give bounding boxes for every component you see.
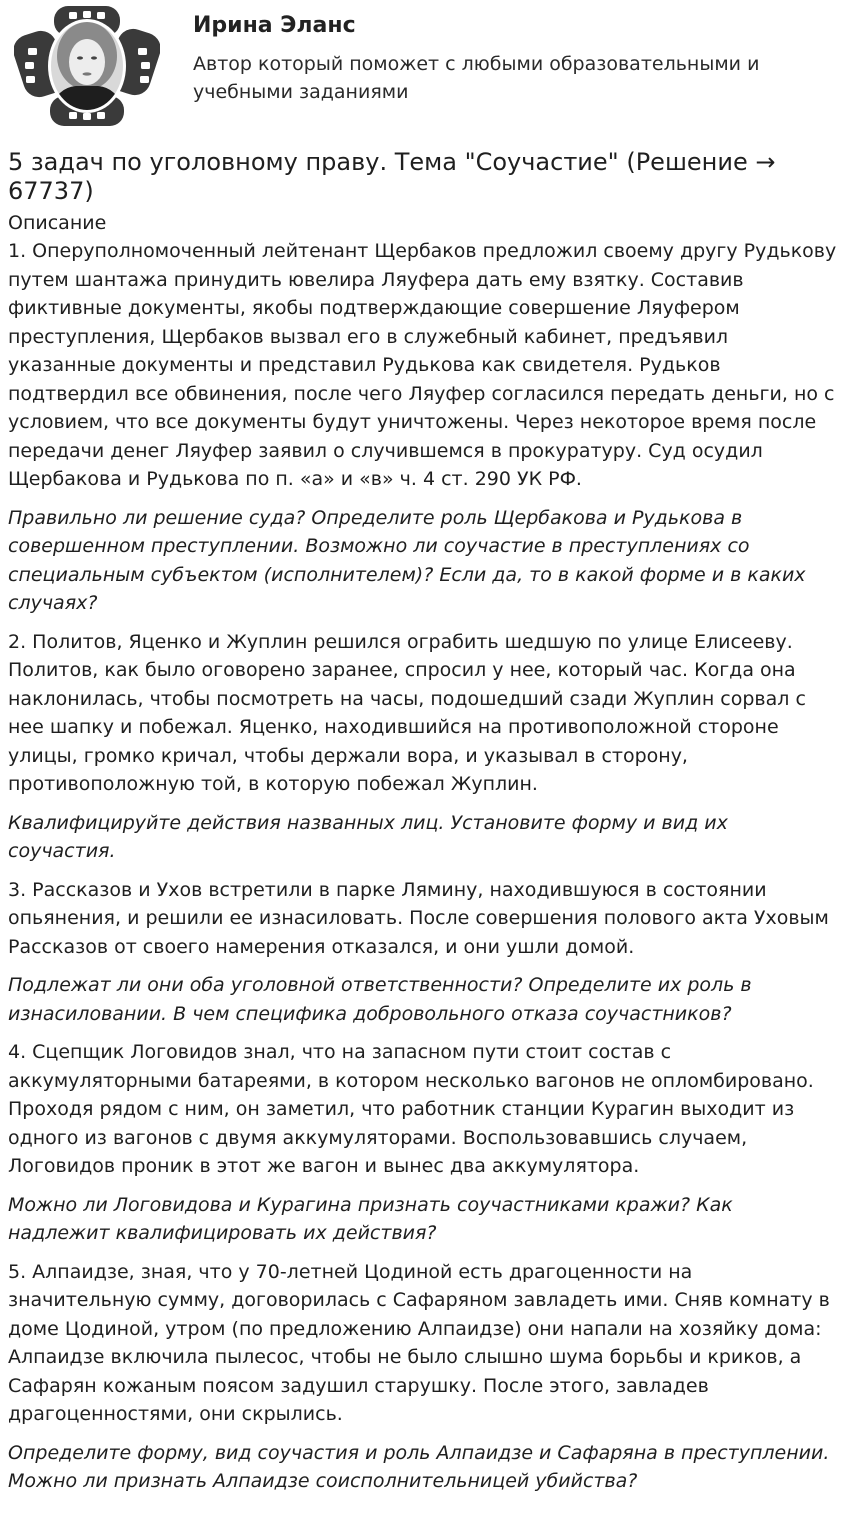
task-text: 5. Алпаидзе, зная, что у 70-летней Цодиной есть драгоценности на значительную сумму, договорилась с Сафаряном завладеть ими. Сняв комнату в доме Цодиной, утром (по предложению Алпаидзе) они напали на хозяйку дома: Алпаидзе включила пылесос, чтобы не было слышно шума борьбы и криков, а Сафарян кожаным поясом задушил старушку. После этого, завладев драгоценностями, они скрылись.: [8, 1260, 830, 1425]
task-question: Подлежат ли они оба уголовной ответственности? Определите их роль в изнасиловании. В чем специфика добровольного отказа соучастников?: [8, 974, 752, 1025]
description-label: Описание: [8, 212, 107, 234]
author-card: [8, 0, 839, 128]
author-name[interactable]: Ирина Эланс: [193, 13, 356, 38]
task-text: 1. Оперуполномоченный лейтенант Щербаков предложил своему другу Рудькову путем шантажа принудить ювелира Ляуфера дать ему взятку. Составив фиктивные документы, якобы подтверждающие совершение Ляуфером преступления, Щербаков вызвал его в служебный кабинет, предъявил указанные документы и представил Рудькова как свидетеля. Рудьков подтвердил все обвинения, после чего Ляуфер согласился передать деньги, но с условием, что все документы будут уничтожены. Через некоторое время после передачи денег Ляуфер заявил о случившемся в прокуратуру. Суд осудил Щербакова и Рудькова по п. «а» и «в» ч. 4 ст. 290 УК РФ.: [8, 240, 837, 490]
task-text: 2. Политов, Яценко и Жуплин решился ограбить шедшую по улице Елисееву. Политов, как было оговорено заранее, спросил у нее, который час. Когда она наклонилась, чтобы посмотреть на часы, подошедший сзади Жуплин сорвал с нее шапку и побежал. Яценко, находившийся на противоположной стороне улицы, громко кричал, чтобы держали вора, и указывал в сторону, противоположную той, в которую побежал Жуплин.: [8, 630, 806, 795]
document-title: 5 задач по уголовному праву. Тема "Соучастие" (Решение → 67737): [8, 148, 776, 205]
task-list: [8, 237, 839, 1496]
task-question: Можно ли Логовидова и Курагина признать соучастниками кражи? Как надлежит квалифицировать их действия?: [8, 1193, 733, 1244]
task-question: Правильно ли решение суда? Определите роль Щербакова и Рудькова в совершенном преступлении. Возможно ли соучастие в преступлениях со специальным субъектом (исполнителем)? Если да, то в какой форме и в каких случаях?: [8, 506, 806, 614]
task-text: 4. Сцепщик Логовидов знал, что на запасном пути стоит состав с аккумуляторными батареями, в котором несколько вагонов не опломбировано. Проходя рядом с ним, он заметил, что работник станции Курагин выходит из одного из вагонов с двумя аккумуляторами. Воспользовавшись случаем, Логовидов проник в этот же вагон и вынес два аккумулятора.: [8, 1041, 814, 1177]
task-question: Квалифицируйте действия названных лиц. Установите форму и вид их соучастия.: [8, 811, 728, 862]
task-question: Определите форму, вид соучастия и роль Алпаидзе и Сафаряна в преступлении. Можно ли признать Алпаидзе соисполнительницей убийства?: [8, 1441, 830, 1492]
author-avatar[interactable]: [14, 6, 160, 126]
task-text: 3. Рассказов и Ухов встретили в парке Лямину, находившуюся в состоянии опьянения, и решили ее изнасиловать. После совершения полового акта Уховым Рассказов от своего намерения отказался, и они ушли домой.: [8, 878, 829, 958]
author-description: Автор который поможет с любыми образовательными и учебными заданиями: [193, 53, 760, 103]
